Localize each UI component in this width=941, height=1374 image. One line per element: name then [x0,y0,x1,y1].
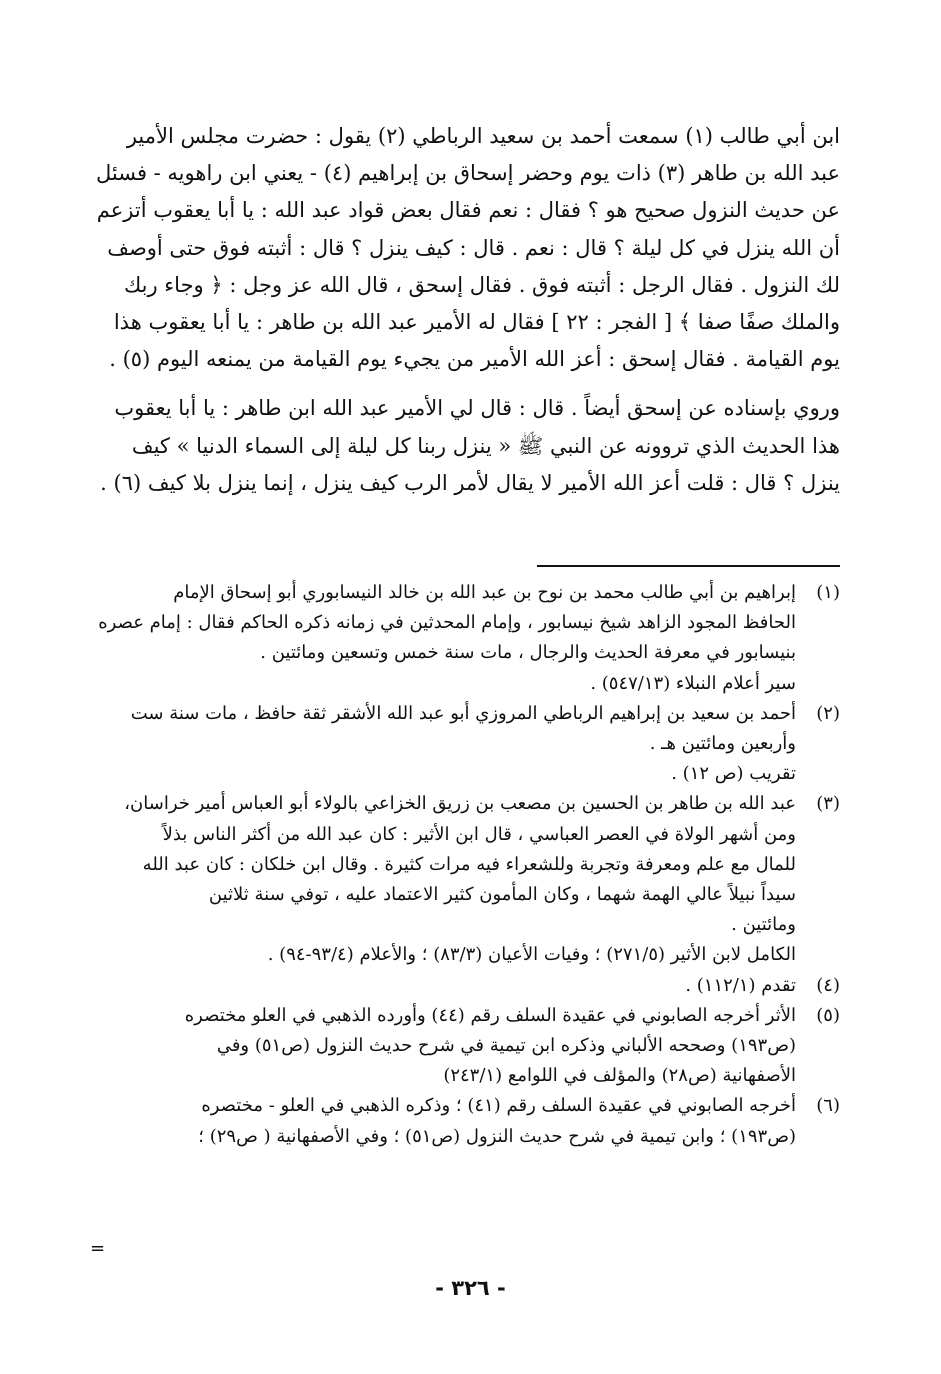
footnote-line: أحمد بن سعيد بن إبراهيم الرباطي المروزي أبو عبد الله الأشقر ثقة حافظ ، مات سنة ست [130,702,796,724]
footnote-body [98,578,796,669]
text-line: أن الله ينزل في كل ليلة ؟ قال : نعم . قال : كيف ينزل ؟ قال : أثبته فوق حتى أوصف [107,235,840,260]
footnote-source-line: سير أعلام النبلاء (٥٤٧/١٣) . [590,672,796,694]
footnote-line: عبد الله بن طاهر بن الحسين بن مصعب بن زريق الخزاعي بالولاء أبو العباس أمير خراسان، [124,793,796,815]
continuation-mark: = [90,1238,106,1259]
text-line: هذا الحديث الذي تروونه عن النبي ﷺ « ينزل ربنا كل ليلة إلى السماء الدنيا » كيف [131,433,840,458]
page-number: - ٣٢٦ - [435,1276,506,1300]
footnote-divider [537,565,840,567]
footnote-line: ومائتين . [731,914,796,936]
footnote-line: الأصفهانية (ص٢٨) والمؤلف في اللوامع (٢٤٣/١) [443,1065,796,1087]
footnote-5 [118,1001,840,1092]
footnote-4 [118,971,840,1001]
footnote-3 [118,789,840,940]
main-text [95,118,840,502]
footnote-line: للمال مع علم ومعرفة وتجربة وللشعراء فيه مرات كثيرة . وقال ابن خلكان : كان عبد الله [142,853,796,875]
paragraph-2 [100,390,840,502]
footnote-line: ومن أشهر الولاة في العصر العباسي ، قال ابن الأثير : كان عبد الله من أكثر الناس بذلاً [162,823,796,845]
footnote-2 [118,699,840,759]
footnote-line: (ص١٩٣) ؛ وابن تيمية في شرح حديث النزول (ص٥١) ؛ وفي الأصفهانية ( ص٢٩) ؛ [198,1125,796,1147]
footnote-line: إبراهيم بن أبي طالب محمد بن نوح بن عبد الله بن خالد النيسابوري أبو إسحاق الإمام [173,582,796,603]
footnote-line: الحافظ المجود الزاهد شيخ نيسابور ، وإمام المحدثين في زمانه ذكره الحاكم فقال : إمام عصره [98,612,796,634]
footnote-line: الأثر أخرجه الصابوني في عقيدة السلف رقم (٤٤) وأورده الذهبي في العلو مختصره [184,1004,796,1026]
text-line: عن حديث النزول صحيح هو ؟ فقال : نعم فقال بعض قواد عبد الله : يا أبا يعقوب أتزعم [96,198,840,223]
footnotes [98,578,840,1152]
footnote-source-line: تقريب (ص ١٢) . [671,763,796,785]
footnote-number: (٢) [816,702,840,724]
text-line: يوم القيامة . فقال إسحق : أعز الله الأمير من يجيء يوم القيامة من يمنعه اليوم (٥) . [109,347,840,372]
footnote-number: (١) [816,582,840,603]
footnote-body [118,699,796,759]
footnote-line: (ص١٩٣) وصححه الألباني وذكره ابن تيمية في شرح حديث النزول (ص٥١) وفي [216,1035,796,1057]
footnote-source [118,940,840,970]
footnote-source [118,669,840,699]
footnote-body [118,1091,796,1151]
footnote-1 [98,578,840,669]
footnote-body [118,971,796,1001]
text-line: عبد الله بن طاهر (٣) ذات يوم وحضر إسحاق بن إبراهيم (٤) - يعني ابن راهويه - فسئل [95,161,840,186]
footnote-number: (٣) [816,793,840,815]
footnote-number: (٦) [816,1095,840,1117]
footnote-number: (٤) [816,974,840,996]
footnote-6 [118,1091,840,1151]
paragraph-1 [95,118,840,378]
text-line: ابن أبي طالب (١) سمعت أحمد بن سعيد الرباطي (٢) يقول : حضرت مجلس الأمير [126,124,840,148]
footnote-line: أخرجه الصابوني في عقيدة السلف رقم (٤١) ؛ وذكره الذهبي في العلو - مختصره [201,1095,796,1117]
footnote-body [118,789,796,940]
footnote-line: بنيسابور في معرفة الحديث والرجال ، مات سنة خمس وتسعين ومائتين . [260,642,796,664]
text-line: وروي بإسناده عن إسحق أيضاً . قال : قال لي الأمير عبد الله ابن طاهر : يا أبا يعقوب [114,396,840,421]
footnote-number: (٥) [816,1004,840,1026]
footnote-source [118,759,840,789]
footnote-body [118,1001,796,1092]
footnote-source-line: الكامل لابن الأثير (٢٧١/٥) ؛ وفيات الأعيان (٨٣/٣) ؛ والأعلام (٩٣/٤-٩٤) . [267,944,796,966]
footnote-line: سيداً نبيلاً عالي الهمة شهما ، وكان المأمون كثير الاعتماد عليه ، توفي سنة ثلاثين [208,884,796,906]
footnote-line: تقدم (١١٢/١) . [685,974,796,996]
text-line: ينزل ؟ قال : قلت أعز الله الأمير لا يقال لأمر الرب كيف ينزل ، إنما ينزل بلا كيف (٦) . [100,470,840,495]
text-line: لك النزول . فقال الرجل : أثبته فوق . فقال إسحق ، قال الله عز وجل : ﴿ وجاء ربك [123,272,840,297]
footnote-line: وأربعين ومائتين هـ . [649,733,796,755]
text-line: والملك صفًا صفا ﴾ [ الفجر : ٢٢ ] فقال له الأمير عبد الله بن طاهر : يا أبا يعقوب هذا [113,310,840,335]
